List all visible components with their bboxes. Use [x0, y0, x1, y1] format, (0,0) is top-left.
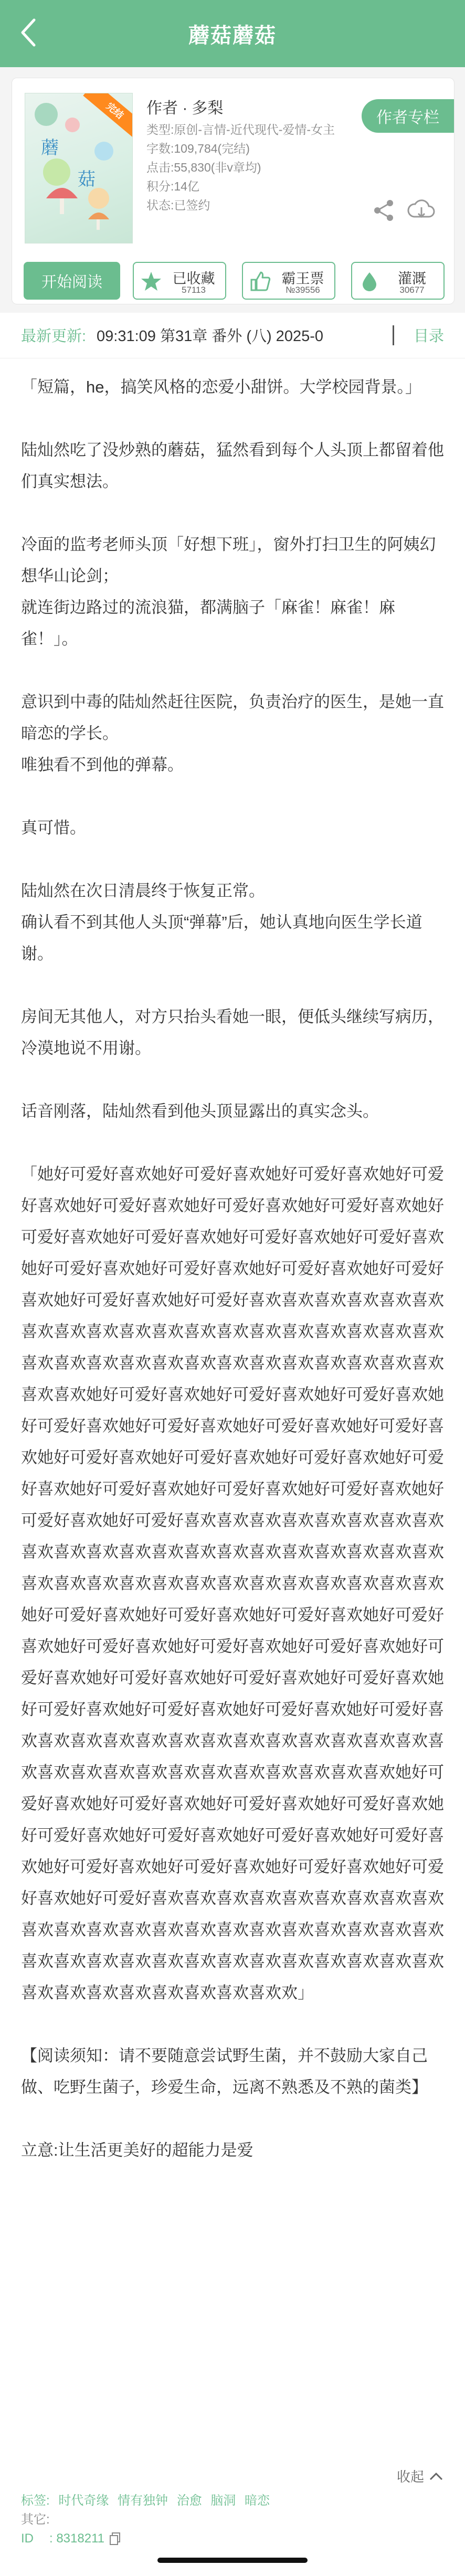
intro-paragraph: 「短篇，he，搞笑风格的恋爱小甜饼。大学校园背景。」: [21, 378, 421, 396]
collapse-label: 收起: [396, 2469, 424, 2485]
book-motto: 立意:让生活更美好的超能力是爱: [21, 2141, 253, 2159]
intro-gap: [21, 781, 444, 812]
intro-paragraph: 陆灿然在次日清晨终于恢复正常。: [21, 882, 265, 900]
chevron-up-icon: [428, 2471, 444, 2482]
svg-text:菇: 菇: [78, 169, 96, 190]
intro-paragraph: 确认看不到其他人头顶“弹幕”后，她认真地向医生学长道谢。: [21, 913, 422, 963]
other-label: 其它:: [21, 2513, 50, 2527]
intro-gap: [21, 1064, 444, 1096]
tag-item[interactable]: 脑洞: [210, 2494, 236, 2508]
tip-ticket-count: №39556: [286, 285, 320, 295]
author-label: 作者 ·: [146, 100, 188, 117]
meta-status: 状态:已签约: [146, 198, 210, 212]
latest-update-text[interactable]: 09:31:09 第31章 番外 (八) 2025-0: [97, 328, 323, 345]
intro-paragraph: 唯独看不到他的弹幕。: [21, 756, 184, 774]
tags-row: [21, 2492, 444, 2510]
meta-type: 类型:原创-言情-近代现代-爱情-女主: [146, 123, 335, 136]
tag-item[interactable]: 暗恋: [245, 2494, 270, 2508]
id-value: : 8318211: [49, 2531, 104, 2546]
meta-clicks: 点击:55,830(非v章均): [146, 161, 261, 174]
tag-item[interactable]: 治愈: [176, 2494, 202, 2508]
water-count: 30677: [399, 285, 425, 295]
collect-button[interactable]: [133, 262, 226, 300]
author-name[interactable]: 多梨: [192, 100, 224, 117]
book-info-area: [0, 67, 465, 313]
book-cover[interactable]: [25, 93, 133, 243]
id-label: ID: [21, 2531, 34, 2546]
tags-section: [21, 2492, 444, 2548]
collect-count: 57113: [181, 285, 206, 295]
collect-label: 已收藏: [172, 271, 215, 287]
tag-item[interactable]: 情有独钟: [118, 2494, 168, 2508]
intro-danmaku-text: 「她好可爱好喜欢她好可爱好喜欢她好可爱好喜欢她好可爱好喜欢她好可爱好喜欢她好可爱好喜欢她好可爱好喜欢她好可爱好喜欢她好可爱好喜欢她好可爱好喜欢她好可爱好喜欢她好可爱好喜欢她好可爱好喜欢她好可爱好喜欢她好可爱好喜欢她好可爱好喜欢她好可爱好喜欢喜欢喜欢喜欢喜欢喜欢喜欢喜欢喜欢喜欢喜欢喜欢喜欢喜欢喜欢喜欢喜欢喜欢喜欢喜欢喜欢喜欢喜欢喜欢喜欢喜欢喜欢喜欢喜欢喜欢喜欢喜欢喜欢喜欢她好可爱好喜欢她好可爱好喜欢她好可爱好喜欢她好可爱好喜欢她好可爱好喜欢她好可爱好喜欢她好可爱好喜欢她好可爱好喜欢她好可爱好喜欢她好可爱好喜欢她好可爱好喜欢她好可爱好喜欢她好可爱好喜欢她好可爱好喜欢她好可爱好喜欢她好可爱好喜欢喜欢喜欢喜欢喜欢喜欢喜欢喜欢喜欢喜欢喜欢喜欢喜欢喜欢喜欢喜欢喜欢喜欢喜欢喜欢喜欢喜欢喜欢喜欢喜欢喜欢喜欢喜欢喜欢喜欢喜欢喜欢喜欢喜欢她好可爱好喜欢她好可爱好喜欢她好可爱好喜欢她好可爱好喜欢她好可爱好喜欢她好可爱好喜欢她好可爱好喜欢她好可爱好喜欢她好可爱好喜欢她好可爱好喜欢她好可爱好喜欢她好可爱好喜欢她好可爱好喜欢她好可爱好喜欢她好可爱好喜欢喜欢喜欢喜欢喜欢喜欢喜欢喜欢喜欢喜欢喜欢喜欢喜欢喜欢喜欢喜欢喜欢喜欢喜欢喜欢喜欢喜欢喜欢喜欢喜欢她好可爱好喜欢她好可爱好喜欢她好可爱好喜欢她好可爱好喜欢她好可爱好喜欢她好可爱好喜欢她好可爱好喜欢她好可爱好喜欢她好可爱好喜欢她好可爱好喜欢她好可爱好喜欢她好可爱好喜欢她好可爱好喜欢喜欢喜欢喜欢喜欢喜欢喜欢喜欢喜欢喜欢喜欢喜欢喜欢喜欢喜欢喜欢喜欢喜欢喜欢喜欢喜欢喜欢喜欢喜欢喜欢喜欢喜欢喜欢喜欢喜欢喜欢喜欢喜欢喜欢喜欢喜欢喜欢喜欢喜欢喜欢喜欢喜欢喜欢欢」: [21, 1165, 444, 2002]
divider: [393, 325, 394, 345]
meta-score: 积分:14亿: [146, 179, 199, 193]
collapse-button[interactable]: [397, 2466, 444, 2486]
intro-gap: [21, 2103, 444, 2135]
intro-gap: [21, 403, 444, 434]
tag-item[interactable]: 时代奇缘: [58, 2494, 109, 2508]
share-icon[interactable]: [371, 198, 396, 223]
home-indicator: [157, 2558, 308, 2563]
intro-gap: [21, 497, 444, 529]
id-row: [21, 2529, 444, 2548]
completed-badge: 完结: [83, 93, 133, 140]
thumbs-up-icon: [249, 270, 271, 292]
intro-gap: [21, 970, 444, 1001]
intro-gap: [21, 655, 444, 686]
page-title: 蘑菇蘑菇: [188, 24, 277, 47]
latest-update-row[interactable]: [0, 313, 465, 358]
tip-ticket-label: 霸王票: [281, 271, 324, 287]
intro-gap: [21, 2009, 444, 2040]
intro-gap: [21, 1127, 444, 1159]
top-bar: [0, 0, 465, 67]
download-icon[interactable]: [407, 196, 436, 225]
intro-gap: [21, 844, 444, 875]
meta-word-count: 字数:109,784(完结): [146, 142, 250, 155]
intro-paragraph: 陆灿然吃了没炒熟的蘑菇，猛然看到每个人头顶上都留着他们真实想法。: [21, 441, 444, 491]
intro-paragraph: 意识到中毒的陆灿然赶往医院，负责治疗的医生，是她一直暗恋的学长。: [21, 693, 444, 743]
book-info-card: [12, 78, 455, 304]
water-drop-icon: [358, 270, 381, 292]
intro-paragraph: 真可惜。: [21, 819, 86, 837]
intro-paragraph: 冷面的监考老师头顶「好想下班」，窗外打扫卫生的阿姨幻想华山论剑；: [21, 535, 436, 585]
author-column-button[interactable]: 作者专栏: [362, 99, 454, 133]
tip-ticket-button[interactable]: [242, 262, 335, 300]
book-intro: [21, 372, 444, 2166]
tags-label: 标签:: [21, 2494, 50, 2508]
reading-notice: 【阅读须知：请不要随意尝试野生菌，并不鼓励大家自己做、吃野生菌子，珍爱生命，远离不熟悉及不熟的菌类】: [21, 2047, 428, 2096]
water-button[interactable]: [351, 262, 445, 300]
intro-paragraph: 话音刚落，陆灿然看到他头顶显露出的真实念头。: [21, 1102, 379, 1120]
svg-text:蘑: 蘑: [41, 137, 59, 158]
table-of-contents-link[interactable]: 目录: [413, 328, 444, 345]
star-icon: [140, 270, 162, 292]
water-label: 灌溉: [398, 271, 426, 287]
latest-update-label: 最新更新:: [21, 328, 87, 345]
intro-paragraph: 就连街边路过的流浪猫，都满脑子「麻雀！麻雀！麻雀！」。: [21, 598, 395, 648]
start-reading-button[interactable]: 开始阅读: [24, 262, 120, 300]
intro-paragraph: 房间无其他人，对方只抬头看她一眼，便低头继续写病历，冷漠地说不用谢。: [21, 1008, 444, 1057]
action-row: [24, 262, 446, 301]
copy-icon[interactable]: [109, 2532, 121, 2546]
